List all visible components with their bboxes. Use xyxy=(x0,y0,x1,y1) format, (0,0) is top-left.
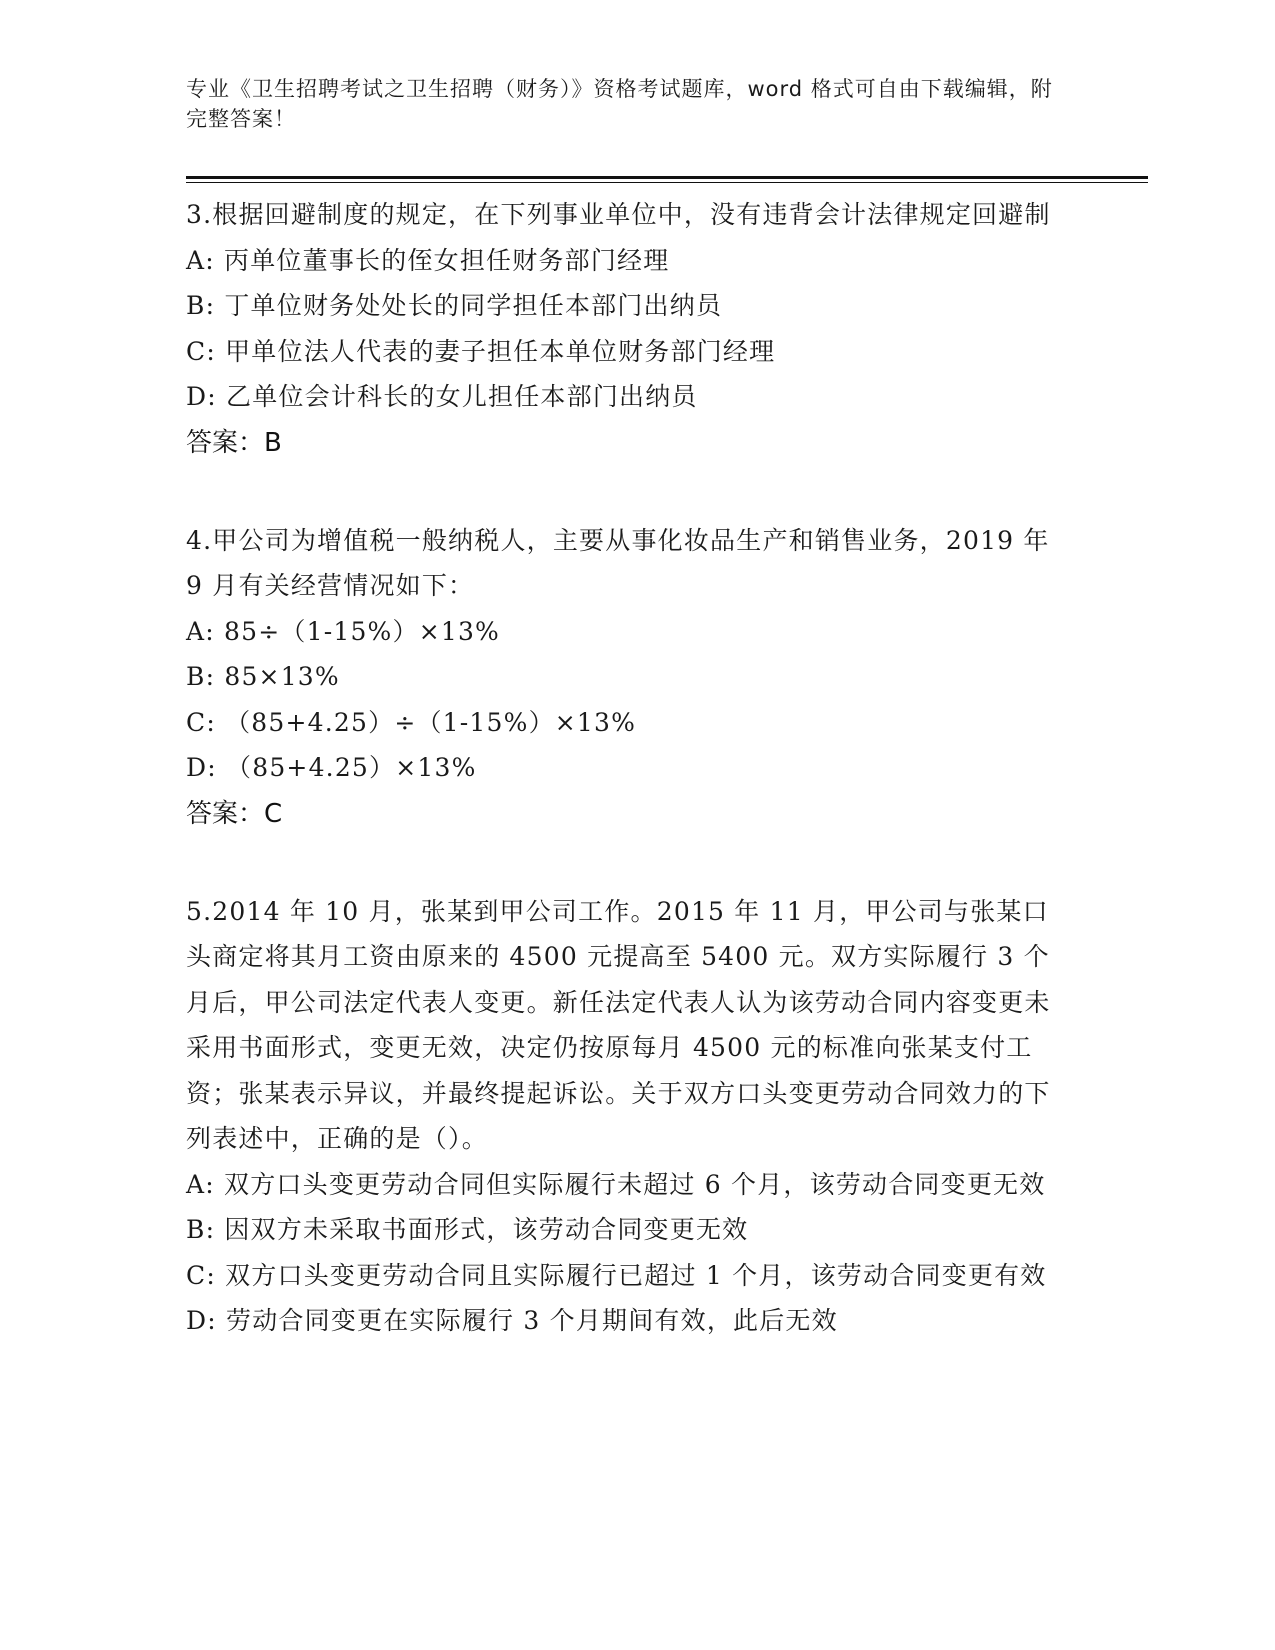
option-c: C: （85+4.25）÷（1-15%）×13% xyxy=(186,707,637,737)
question-stem: 3.根据回避制度的规定，在下列事业单位中，没有违背会计法律规定回避制 xyxy=(186,200,1051,229)
header-rule-thin xyxy=(186,182,1148,183)
option-d: D: 乙单位会计科长的女儿担任本部门出纳员 xyxy=(186,382,698,411)
question-5 xyxy=(186,889,1086,1344)
option-d: D: （85+4.25）×13% xyxy=(186,753,477,782)
option-a: A: 85÷（1-15%）×13% xyxy=(186,616,501,646)
answer-label: 答案：C xyxy=(186,798,283,829)
option-b: B: 85×13% xyxy=(186,662,340,691)
answer-label: 答案：B xyxy=(186,427,282,458)
question-4 xyxy=(186,518,1086,837)
option-d: D: 劳动合同变更在实际履行 3 个月期间有效，此后无效 xyxy=(186,1306,838,1335)
question-stem: 4.甲公司为增值税一般纳税人，主要从事化妆品生产和销售业务，2019 年 9 月有关经营情况如下： xyxy=(186,525,1059,600)
option-a: A: 丙单位董事长的侄女担任财务部门经理 xyxy=(186,245,670,275)
question-3 xyxy=(186,192,1086,466)
option-a: A: 双方口头变更劳动合同但实际履行未超过 6 个月，该劳动合同变更无效 xyxy=(186,1169,1046,1199)
document-header: 专业《卫生招聘考试之卫生招聘（财务）》资格考试题库，word 格式可自由下载编辑，附完整答案！ xyxy=(186,77,1053,131)
question-list xyxy=(186,192,1086,1396)
option-c: C: 甲单位法人代表的妻子担任本单位财务部门经理 xyxy=(186,336,776,366)
header-rule-thick xyxy=(186,176,1148,179)
option-c: C: 双方口头变更劳动合同且实际履行已超过 1 个月，该劳动合同变更有效 xyxy=(186,1260,1047,1290)
option-b: B: 因双方未采取书面形式，该劳动合同变更无效 xyxy=(186,1215,749,1244)
question-stem: 5.2014 年 10 月，张某到甲公司工作。2015 年 11 月，甲公司与张某口头商定将其月工资由原来的 4500 元提高至 5400 元。双方实际履行 3 个月后，甲公司法定代表人变更。新任法定代表人认为该劳动合同内容变更未采用书面形式，变更无效，决定仍按原每月 4500 元的标准向张某支付工资；张某表示异议，并最终提起诉讼。关于双方口头变更劳动合同效力的下列表述中，正确的是（）。 xyxy=(186,896,1051,1153)
option-b: B: 丁单位财务处处长的同学担任本部门出纳员 xyxy=(186,291,723,320)
